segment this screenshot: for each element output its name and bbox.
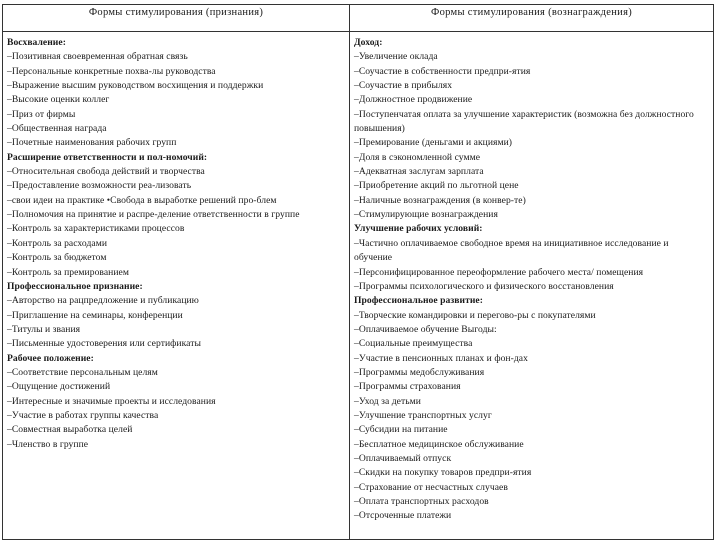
list-item: –Участие в работах группы качества <box>7 409 159 421</box>
header-recognition-forms: Формы стимулирования (признания) <box>3 5 350 32</box>
list-item: –Творческие командировки и перегово-ры с покупателями <box>354 309 596 321</box>
stimulation-forms-table <box>2 4 714 540</box>
list-item: –Оплачиваемое обучение Выгоды: <box>354 323 497 335</box>
list-item: –Контроль за бюджетом <box>7 252 107 264</box>
list-item: –Поступенчатая оплата за улучшение характеристик (возможна без должностного повышения) <box>354 108 694 135</box>
document-page <box>2 4 714 539</box>
list-item: –Совместная выработка целей <box>7 424 133 436</box>
list-item: –Позитивная своевременная обратная связь <box>7 51 188 63</box>
list-item: –Относительная свобода действий и творчества <box>7 166 205 178</box>
list-item: –Персональные конкретные похва-лы руководства <box>7 65 216 77</box>
list-item: –Приобретение акций по льготной цене <box>354 180 519 192</box>
list-item: –Титулы и звания <box>7 323 81 335</box>
list-item: –Увеличение оклада <box>354 51 438 63</box>
list-item: –Предоставление возможности реа-лизовать <box>7 180 192 192</box>
list-item: –Стимулирующие вознаграждения <box>354 209 498 221</box>
list-item: –Субсидии на питание <box>354 424 448 436</box>
list-item: –Высокие оценки коллег <box>7 94 110 106</box>
list-item: –Приглашение на семинары, конференции <box>7 309 183 321</box>
list-item: –свои идеи на практике •Свобода в выработке решений про-блем <box>7 194 277 206</box>
header-reward-forms: Формы стимулирования (вознаграждения) <box>350 5 714 32</box>
list-item: –Контроль за премированием <box>7 266 129 278</box>
section-heading: Доход: <box>354 37 383 48</box>
reward-forms-cell <box>350 32 714 540</box>
section-heading: Улучшение рабочих условий: <box>354 223 483 235</box>
list-item: –Соучастие в прибылях <box>354 80 453 92</box>
list-item: –Участие в пенсионных планах и фон-дах <box>354 352 528 364</box>
list-item: –Программы страхования <box>354 381 461 393</box>
list-item: –Оплата транспортных расходов <box>354 496 489 507</box>
list-item: –Контроль за расходами <box>7 237 108 249</box>
table-header-row <box>3 5 714 32</box>
list-item: –Интересные и значимые проекты и исследования <box>7 395 216 407</box>
table-body-row <box>3 32 714 540</box>
section-heading: Профессиональное признание: <box>7 280 143 292</box>
list-item: –Оплачиваемый отпуск <box>354 452 452 464</box>
list-item: –Частично оплачиваемое свободное время на инициативное исследование и обучение <box>354 237 669 264</box>
list-item: –Ощущение достижений <box>7 381 111 393</box>
list-item: –Уход за детьми <box>354 395 421 407</box>
list-item: –Программы психологического и физического восстановления <box>354 280 614 292</box>
list-item: –Членство в группе <box>7 438 89 450</box>
list-item: –Программы медобслуживания <box>354 366 485 378</box>
list-item: –Должностное продвижение <box>354 94 473 106</box>
list-item: –Почетные наименования рабочих групп <box>7 137 177 149</box>
list-item: –Персонифицированное переоформление рабочего места/ помещения <box>354 266 644 278</box>
list-item: –Контроль за характеристиками процессов <box>7 223 185 235</box>
list-item: –Общественная награда <box>7 123 107 135</box>
list-item: –Соответствие персональным целям <box>7 366 158 378</box>
list-item: –Наличные вознаграждения (в конвер-те) <box>354 194 526 206</box>
list-item: –Выражение высшим руководством восхищения и поддержки <box>7 80 264 92</box>
list-item: –Письменные удостоверения или сертификаты <box>7 338 201 350</box>
list-item: –Приз от фирмы <box>7 108 76 120</box>
list-item: –Соучастие в собственности предпри-ятия <box>354 65 531 77</box>
list-item: –Отсроченные платежи <box>354 510 452 522</box>
list-item: –Скидки на покупку товаров предпри-ятия <box>354 467 532 479</box>
recognition-forms-cell <box>3 32 350 540</box>
section-heading: Рабочее положение: <box>7 352 94 364</box>
list-item: –Адекватная заслугам зарплата <box>354 166 484 178</box>
list-item: –Улучшение транспортных услуг <box>354 409 492 421</box>
section-heading: Восхваление: <box>7 37 66 48</box>
list-item: –Полномочия на принятие и распре-деление ответственности в группе <box>7 209 300 221</box>
list-item: –Бесплатное медицинское обслуживание <box>354 438 524 450</box>
list-item: –Социальные преимущества <box>354 338 473 350</box>
section-heading: Расширение ответственности и пол-номочий: <box>7 151 208 163</box>
list-item: –Премирование (деньгами и акциями) <box>354 137 513 149</box>
list-item: –Страхование от несчастных случаев <box>354 481 508 493</box>
list-item: –Доля в сэкономленной сумме <box>354 151 481 163</box>
section-heading: Профессиональное развитие: <box>354 295 483 307</box>
list-item: –Авторство на рацпредложение и публикацию <box>7 295 199 307</box>
